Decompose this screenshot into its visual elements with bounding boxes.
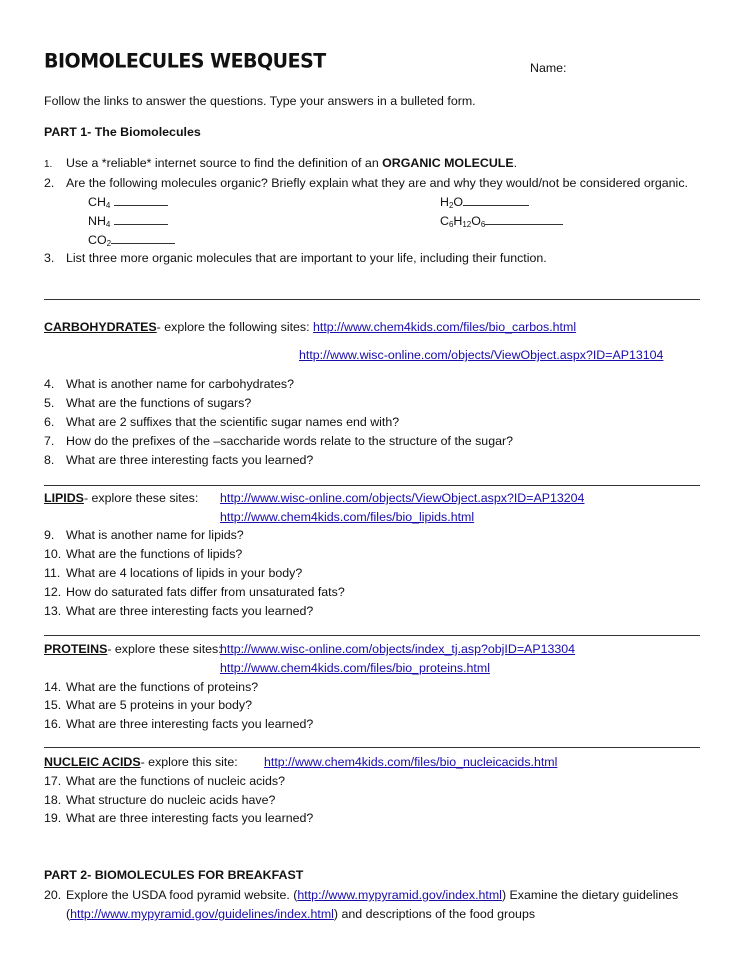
proteins-link-2[interactable]: http://www.chem4kids.com/files/bio_proteins.html xyxy=(220,661,490,675)
q-num: 2. xyxy=(44,176,55,190)
mypyramid-link[interactable]: http://www.mypyramid.gov/index.html xyxy=(297,888,502,902)
answer-blank[interactable] xyxy=(114,195,168,206)
nucleic-link-1[interactable]: http://www.chem4kids.com/files/bio_nucleicacids.html xyxy=(264,755,558,769)
part2-heading: PART 2- BIOMOLECULES FOR BREAKFAST xyxy=(44,868,304,882)
question: 8. What are three interesting facts you learned? xyxy=(44,453,314,467)
answer-blank[interactable] xyxy=(111,233,175,244)
page-title: BIOMOLECULES WEBQUEST xyxy=(44,49,326,73)
carbs-link-2[interactable]: http://www.wisc-online.com/objects/ViewObject.aspx?ID=AP13104 xyxy=(299,348,664,362)
q-bold: ORGANIC MOLECULE xyxy=(382,156,514,170)
question: 5. What are the functions of sugars? xyxy=(44,396,252,410)
question: 10. What are the functions of lipids? xyxy=(44,547,243,561)
question: 14. What are the functions of proteins? xyxy=(44,680,259,694)
molecule-glucose: $C_6H_{12}O_6$ xyxy=(440,213,563,233)
molecule-co2: $CO_2$ xyxy=(88,232,175,252)
question: 6. What are 2 suffixes that the scientific sugar names end with? xyxy=(44,415,400,429)
instructions: Follow the links to answer the questions. Type your answers in a bulleted form. xyxy=(44,94,476,108)
name-label: Name: xyxy=(530,61,567,75)
question: 13. What are three interesting facts you learned? xyxy=(44,604,314,618)
answer-blank[interactable] xyxy=(463,195,529,206)
divider xyxy=(44,485,700,486)
part1-heading: PART 1- The Biomolecules xyxy=(44,125,201,139)
lipids-header: LIPIDS- explore these sites: xyxy=(44,491,199,505)
proteins-header: PROTEINS- explore these sites: xyxy=(44,642,222,656)
answer-blank[interactable] xyxy=(485,214,563,225)
answer-blank[interactable] xyxy=(114,214,168,225)
lipids-link-2[interactable]: http://www.chem4kids.com/files/bio_lipids.html xyxy=(220,510,475,524)
carbs-link-1[interactable]: http://www.chem4kids.com/files/bio_carbos.html xyxy=(313,320,577,334)
divider xyxy=(44,635,700,636)
question: 15. What are 5 proteins in your body? xyxy=(44,698,252,712)
guidelines-link[interactable]: http://www.mypyramid.gov/guidelines/index.html xyxy=(70,907,334,921)
question: 17. What are the functions of nucleic acids? xyxy=(44,774,286,788)
carbs-header: CARBOHYDRATES- explore the following sites: http://www.chem4kids.com/files/bio_carbos.html xyxy=(44,320,577,334)
molecule-ch4: $CH_4$ xyxy=(88,194,168,214)
question: 18. What structure do nucleic acids have? xyxy=(44,793,276,807)
lipids-link-1[interactable]: http://www.wisc-online.com/objects/ViewObject.aspx?ID=AP13204 xyxy=(220,491,585,505)
question: 7. How do the prefixes of the –saccharide words relate to the structure of the sugar? xyxy=(44,434,513,448)
q-text: Use a *reliable* internet source to find the definition of an xyxy=(66,156,383,170)
proteins-link-1[interactable]: http://www.wisc-online.com/objects/index_tj.asp?objID=AP13304 xyxy=(220,642,576,656)
question: 19. What are three interesting facts you learned? xyxy=(44,811,314,825)
q-end: . xyxy=(513,156,518,170)
question: 16. What are three interesting facts you learned? xyxy=(44,717,314,731)
question-1 xyxy=(44,155,517,173)
molecule-h2o: $H_2O$ xyxy=(440,194,529,214)
question: 9. What is another name for lipids? xyxy=(44,528,244,542)
divider xyxy=(44,747,700,748)
molecule-nh4: $NH_4$ xyxy=(88,213,168,233)
q-num: 1. xyxy=(44,159,53,170)
question-2 xyxy=(44,175,688,191)
nucleic-header: NUCLEIC ACIDS- explore this site: xyxy=(44,755,238,769)
question-20: 20. Explore the USDA food pyramid website. (http://www.mypyramid.gov/index.html) Examine the dietary guidelines xyxy=(44,888,679,902)
question-3: 3. List three more organic molecules that are important to your life, including their function. xyxy=(44,251,547,265)
section-label: CARBOHYDRATES xyxy=(44,320,157,334)
q-text: Are the following molecules organic? Briefly explain what they are and why they would/not be considered organic. xyxy=(66,176,688,190)
question: 4. What is another name for carbohydrates? xyxy=(44,377,294,391)
question: 11. What are 4 locations of lipids in your body? xyxy=(44,566,303,580)
question-20-cont: (http://www.mypyramid.gov/guidelines/index.html) and descriptions of the food groups xyxy=(66,907,536,921)
divider xyxy=(44,299,700,300)
question: 12. How do saturated fats differ from unsaturated fats? xyxy=(44,585,345,599)
